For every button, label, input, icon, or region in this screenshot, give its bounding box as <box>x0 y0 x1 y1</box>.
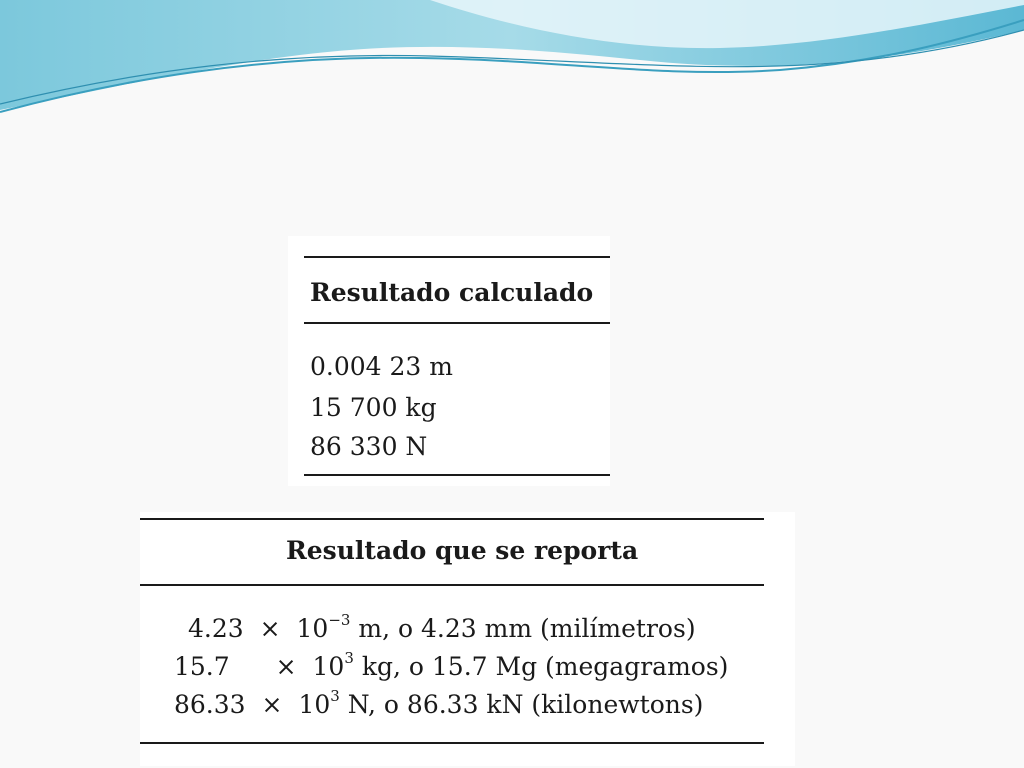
mantissa: 15.7 <box>174 652 230 681</box>
header-rule <box>304 322 610 324</box>
calculated-row: 15 700 kg <box>310 393 437 422</box>
base: 10 <box>298 690 331 719</box>
calculated-row: 86 330 N <box>310 432 428 461</box>
bottom-rule <box>304 474 610 476</box>
top-rule <box>304 256 610 258</box>
exponent: −3 <box>328 611 351 629</box>
bottom-rule <box>140 742 764 744</box>
unit-text: kg, o 15.7 Mg (megagramos) <box>361 652 729 681</box>
top-rule <box>140 518 764 520</box>
exponent: 3 <box>330 687 340 705</box>
exponent: 3 <box>344 649 354 667</box>
reported-result-table <box>140 512 795 766</box>
reported-row <box>174 687 704 719</box>
wave-header-decoration <box>0 0 1024 120</box>
calculated-row: 0.004 23 m <box>310 352 453 381</box>
base: 10 <box>296 614 329 643</box>
table-header: Resultado que se reporta <box>286 536 639 565</box>
calculated-result-table <box>288 236 610 486</box>
reported-row <box>174 649 729 681</box>
unit-text: m, o 4.23 mm (milímetros) <box>358 614 696 643</box>
mantissa: 86.33 <box>174 690 246 719</box>
base: 10 <box>312 652 345 681</box>
times-symbol: × <box>275 652 297 681</box>
mantissa: 4.23 <box>188 614 244 643</box>
header-rule <box>140 584 764 586</box>
times-symbol: × <box>261 690 283 719</box>
table-header: Resultado calculado <box>310 278 594 307</box>
reported-row <box>188 611 696 643</box>
unit-text: N, o 86.33 kN (kilonewtons) <box>347 690 704 719</box>
times-symbol: × <box>259 614 281 643</box>
